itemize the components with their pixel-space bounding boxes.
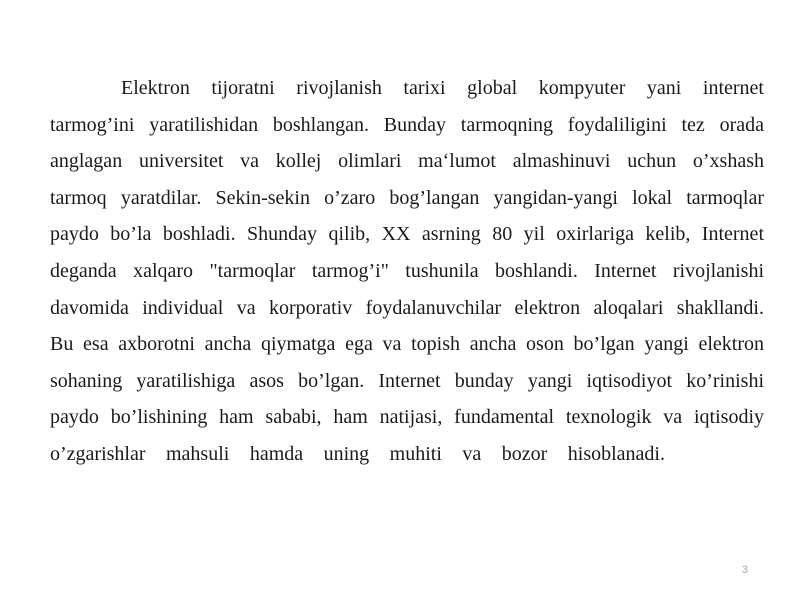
paragraph-line: deganda xalqaro "tarmoqlar tarmog’i" tushunila boshlandi. Internet rivojlanishi — [50, 259, 764, 282]
paragraph-line: Bu esa axborotni ancha qiymatga ega va topish ancha oson bo’lgan yangi elektron — [50, 333, 764, 356]
paragraph-line: anglagan universitet va kollej olimlari ma‘lumot almashinuvi uchun o’xshash — [50, 150, 764, 173]
paragraph-line: o’zgarishlar mahsuli hamda uning muhiti va bozor hisoblanadi. — [50, 442, 665, 465]
paragraph-line: paydo bo’lishining ham sababi, ham natijasi, fundamental texnologik va iqtisodiy — [50, 406, 764, 429]
paragraph-line: sohaning yaratilishiga asos bo’lgan. Internet bunday yangi iqtisodiyot ko’rinishi — [50, 369, 764, 392]
paragraph-line: Elektron tijoratni rivojlanish tarixi global kompyuter yani internet — [121, 77, 764, 99]
paragraph-line: tarmog’ini yaratilishidan boshlangan. Bunday tarmoqning foydaliligini tez orada — [50, 113, 764, 136]
paragraph-line: tarmoq yaratdilar. Sekin-sekin o’zaro bog’langan yangidan-yangi lokal tarmoqlar — [50, 186, 764, 209]
page-number: 3 — [742, 564, 749, 576]
paragraph-line: davomida individual va korporativ foydalanuvchilar elektron aloqalari shakllandi. — [50, 296, 764, 319]
paragraph-line: paydo bo’la boshladi. Shunday qilib, XX asrning 80 yil oxirlariga kelib, Internet — [50, 223, 764, 246]
body-paragraph — [50, 70, 764, 473]
